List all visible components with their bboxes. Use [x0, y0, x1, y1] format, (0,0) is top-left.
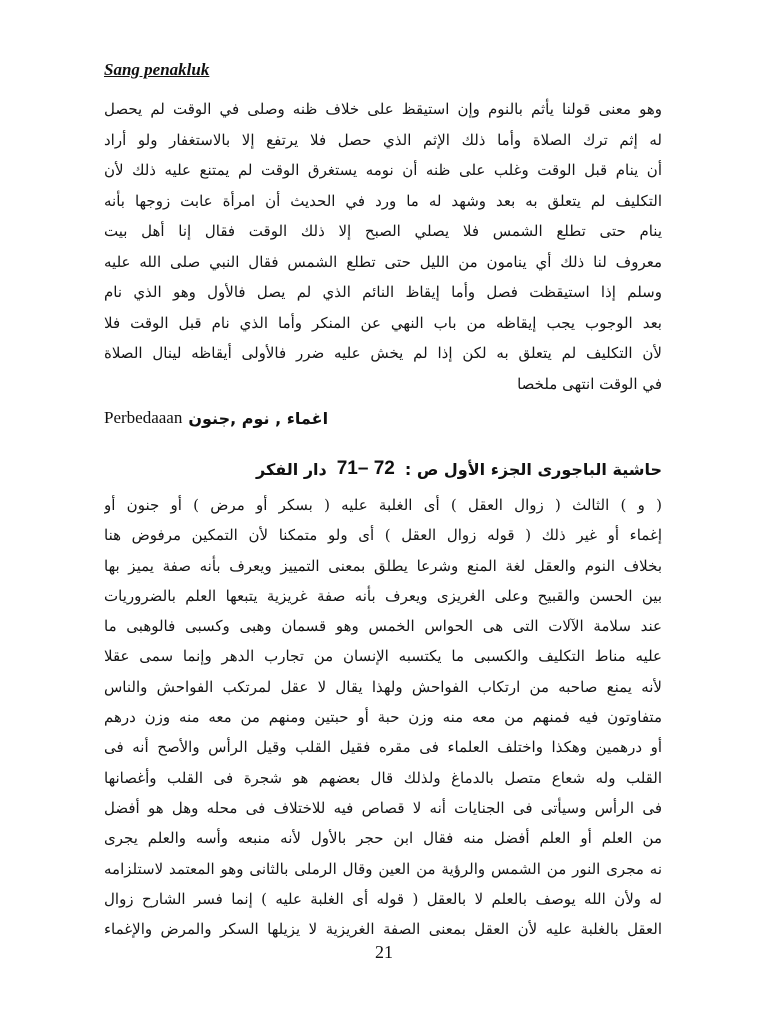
text-line: نه مجرى النور من الشمس والرؤية من العين وقال الرملى بالثانى وهو المعتمد لاستلزامه: [104, 859, 662, 878]
section-heading-perbedaan: [104, 405, 328, 431]
text-line: إغماء أو غير ذلك ( قوله زوال العقل ) أى ولو متمكنا لأن التمكين مرفوض هنا: [104, 526, 662, 545]
text-line: عليه مناط التكليف والكسبى ما يكتسبه الإنسان من تجارب الدهر وإنما سمى عقلا: [104, 647, 662, 666]
text-line: القلب وله شعاع متصل بالدماغ ولذلك قال بعضهم هو شجرة فى القلب وأغصانها: [104, 768, 662, 787]
header-title: Sang penakluk: [104, 60, 210, 79]
reference-publisher: دار الفكر: [255, 459, 327, 479]
paragraph-bajuri-quote: [104, 490, 662, 944]
reference-title: حاشية الباجورى الجزء الأول ص :: [404, 459, 662, 479]
text-line: لأن التكليف لم يتعلق به لكن إذا لم يخش عليه ضرر فالأولى أيقاظه لينال الصلاة: [104, 344, 662, 362]
reference-heading: [235, 456, 662, 482]
text-line: بخلاف النوم والعقل لغة المنع وشرعا يطلق بمعنى التمييز ويعرف بأنه صفة يميز بها: [104, 556, 662, 575]
text-line: من العلم أو العلم أفضل منه فقال ابن حجر بالأول لأنه منبعه وأسه والعلم يجرى: [104, 829, 662, 848]
text-line: بين الحسن والقبيح وعلى الغريزى ويعرف بأنه صفة غريزية يتبعها العلم بالضروريات: [104, 586, 662, 605]
text-line: وسلم إذا استيقظت فصل وأما إيقاظ النائم الذي لم يصل فالأول وهو الذي نام: [104, 283, 662, 301]
text-line: عند سلامة الآلات التى هى الحواس الخمس وهو قسمان وهبى وكسبى فالوهبى ما: [104, 617, 662, 636]
text-line: أن ينام قبل الوقت وغلب على ظنه أن نومه يستغرق الوقت لم يمتنع عليه ذلك لأن: [104, 161, 662, 179]
perbedaan-arabic-terms: اغماء , نوم ,جنون: [188, 408, 329, 428]
page-number: 21: [375, 942, 393, 962]
text-line: لأنه يمنع صاحبه من ارتكاب الفواحش ولهذا يقال لا عقل لمرتكب الفواحش والناس: [104, 677, 662, 696]
paragraph-sleep-ruling: [104, 94, 662, 399]
perbedaan-label: Perbedaaan: [104, 408, 183, 427]
text-line: ( و ) الثالث ( زوال العقل ) أى الغلبة عليه ( بسكر أو مرض ) أو جنون أو: [104, 496, 662, 514]
text-line: له ولأن الله يوصف بالعلم لا بالعقل ( قوله أى الغلبة عليه ) إنما فسر الشارح زوال: [104, 889, 662, 908]
reference-pages: 71– 72: [336, 458, 395, 479]
text-line: التكليف لم يتعلق به بعد وشهد له ما ورد في الحديث أن امرأة عابت زوجها بأنه: [104, 191, 662, 210]
text-line: العقل بالغلبة عليه لأن العقل بمعنى الصفة الغريزية لا يزيلها السكر والمرض والإغماء: [104, 920, 662, 939]
text-line: له إثم ترك الصلاة وأما ذلك الإثم الذي حصل فلا يرتفع إلا بالاستغفار ولو أراد: [104, 130, 662, 149]
text-line: ينام حتى تطلع الشمس فلا يصلي الصبح إلا ذلك الوقت فقال إنا أهل بيت: [104, 222, 662, 240]
text-line: أو درهمين وهكذا واختلف العلماء فى مقره فقيل القلب وقيل الرأس والأصح أنه فى: [104, 738, 662, 757]
text-line: معروف لنا ذلك أي ينامون من الليل حتى تطلع الشمس فقال النبي صلى الله عليه: [104, 252, 662, 271]
text-line: وهو معنى قولنا يأثم بالنوم وإن استيقظ على خلاف ظنه وصلى في الوقت لم يحصل: [104, 100, 662, 118]
text-line: بعد الوجوب يجب إيقاظه من باب النهي عن المنكر وأما الذي نام قبل الوقت فلا: [104, 313, 662, 332]
text-line: متفاوتون فيه فمنهم من معه منه وزن حبة أو حبتين ومنهم من معه منه وزن درهم: [104, 708, 662, 727]
text-line: فى الرأس وسيأتى فى الجنايات أنه لا قصاص فيه للاختلاف فى محله وهل هو أفضل: [104, 798, 662, 817]
text-line: في الوقت انتهى ملخصا: [517, 374, 662, 393]
